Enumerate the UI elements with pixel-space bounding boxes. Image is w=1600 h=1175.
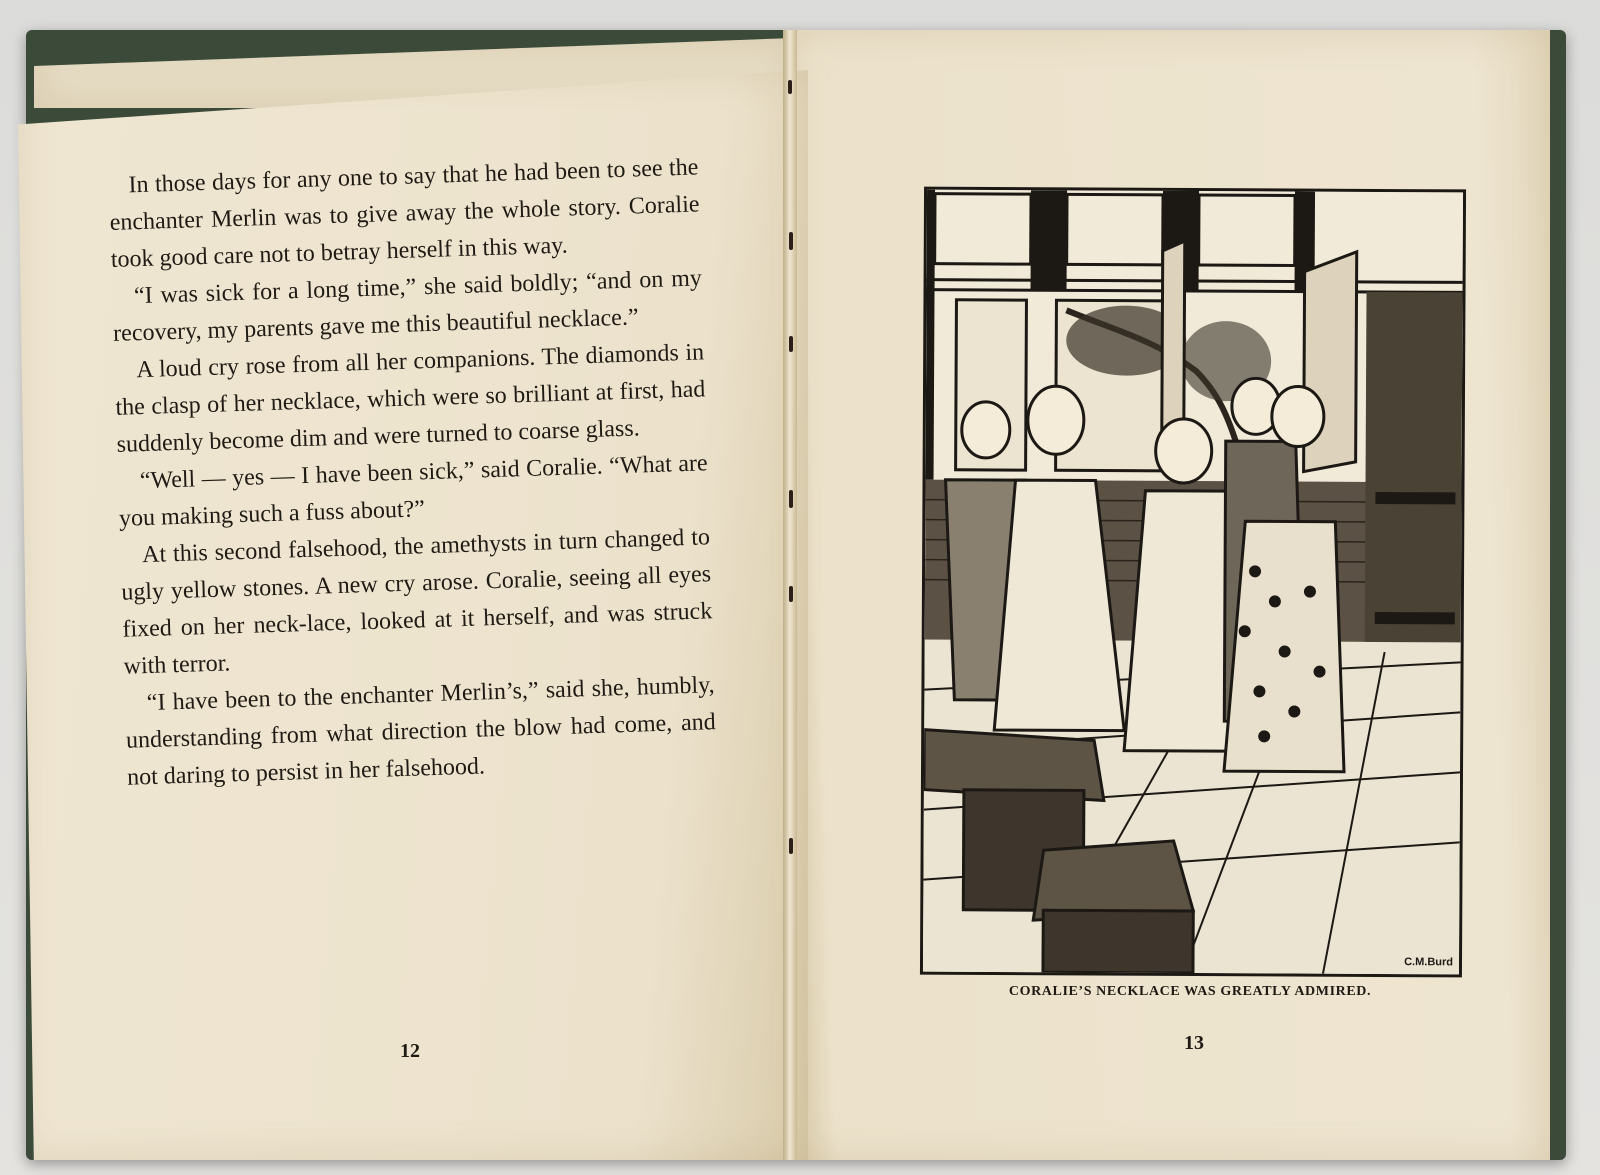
binding-stitch: [789, 336, 793, 352]
paragraph: A loud cry rose from all her companions. The diamonds in the clasp of her necklace, which were so brilliant at first, had suddenly become dim and were turned to coarse glass.: [115, 339, 706, 458]
page-number-left: 12: [400, 1040, 420, 1062]
story-text: [108, 149, 717, 796]
paragraph: “I have been to the enchanter Merlin’s,” said she, humbly, understanding from what direction the blow had come, and not daring to persist in her falsehood.: [125, 672, 717, 791]
binding-stitch: [789, 838, 793, 854]
binding-stitch: [789, 232, 793, 250]
binding-stitch: [788, 80, 792, 94]
page-number-right: 13: [1184, 1032, 1204, 1054]
girls-in-room-drawing: [923, 190, 1463, 975]
artist-signature: C.M.Burd: [1404, 956, 1454, 969]
paragraph: In those days for any one to say that he had been to see the enchanter Merlin was to give away the whole story. Coralie took good care not to betray herself in this way.: [109, 154, 700, 273]
paragraph: “Well — yes — I have been sick,” said Coralie. “What are you making such a fuss about?”: [118, 450, 708, 532]
binding-stitch: [789, 490, 793, 508]
binding-stitch: [789, 586, 793, 602]
illustration-caption: CORALIE’S NECKLACE WAS GREATLY ADMIRED.: [1008, 984, 1372, 999]
engraving-illustration: [920, 187, 1466, 978]
paragraph: At this second falsehood, the amethysts in turn changed to ugly yellow stones. A new cry arose. Coralie, seeing all eyes fixed on her neck-lace, looked at it herself, and was struck with terror.: [120, 524, 713, 680]
paragraph: “I was sick for a long time,” she said boldly; “and on my recovery, my parents gave me this beautiful necklace.”: [112, 265, 703, 347]
